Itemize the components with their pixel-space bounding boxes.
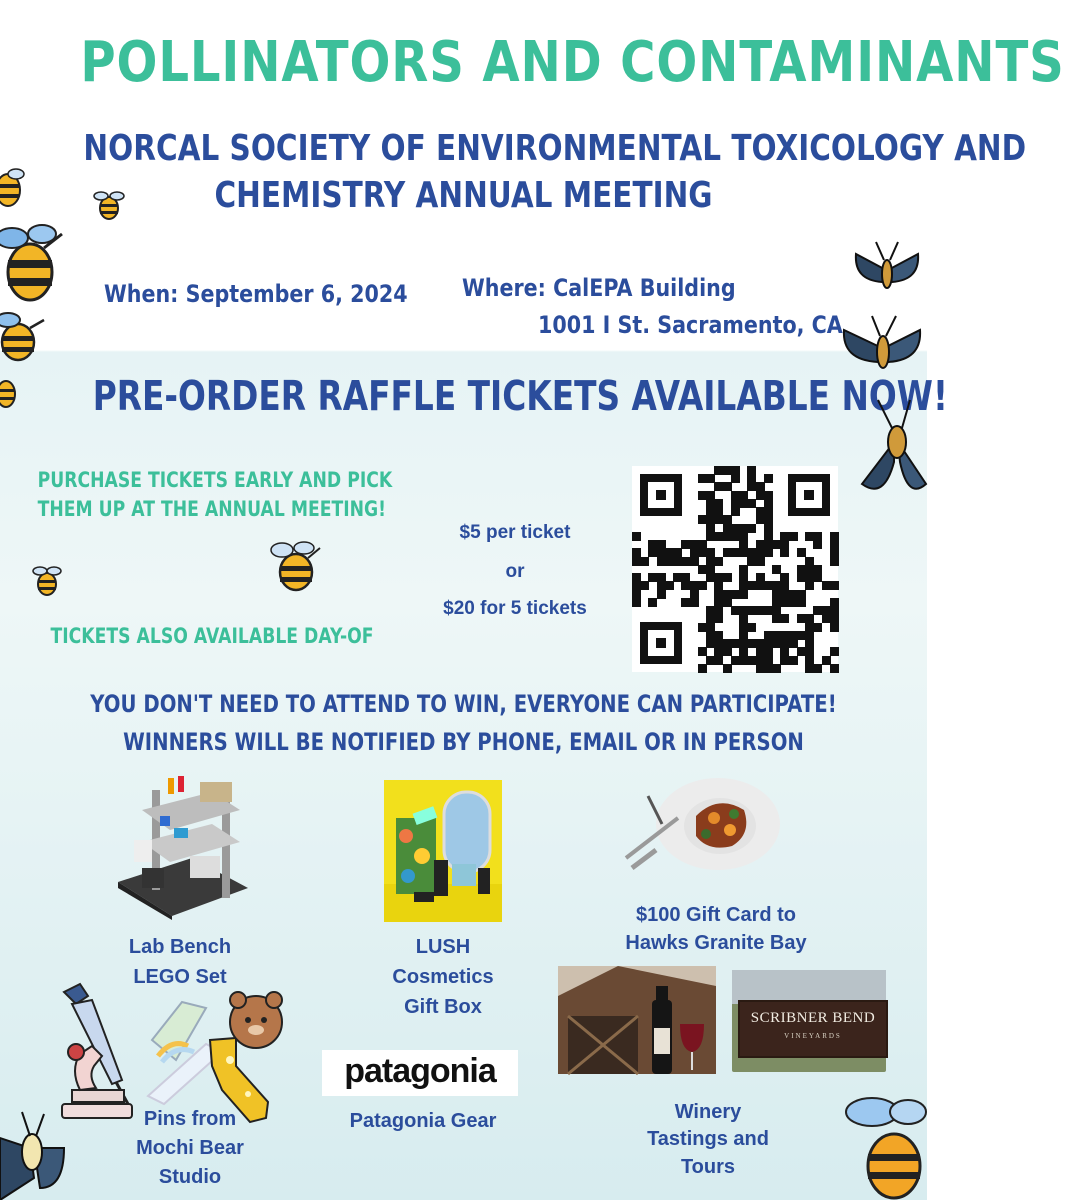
qr-module	[830, 581, 839, 590]
lego-label-line-1: Lab Bench	[128, 936, 232, 958]
pins-label-line-3: Studio	[158, 1166, 222, 1188]
bee-icon	[32, 564, 62, 598]
patagonia-logo	[322, 1050, 518, 1096]
hawks-label-line-2: Hawks Granite Bay	[625, 932, 807, 954]
bee-icon	[842, 1090, 927, 1200]
qr-module	[657, 590, 666, 599]
moth-icon	[858, 396, 927, 502]
bee-icon	[0, 168, 26, 208]
scribner-sign-text: SCRIBNER BEND	[750, 1010, 876, 1026]
event-when: When: September 6, 2024	[104, 280, 408, 308]
winery-label-line-1: Winery	[674, 1101, 742, 1123]
qr-module	[747, 524, 756, 533]
page-title: POLLINATORS AND CONTAMINANTS	[80, 30, 1065, 95]
qr-module	[698, 581, 707, 590]
qr-module	[805, 581, 814, 590]
notice-line-2: WINNERS WILL BE NOTIFIED BY PHONE, EMAIL OR IN PERSON	[123, 728, 804, 756]
winery-label-line-3: Tours	[680, 1156, 736, 1178]
qr-module	[813, 623, 822, 632]
qr-module	[780, 548, 789, 557]
subtitle-line-1: NORCAL SOCIETY OF ENVIRONMENTAL TOXICOLOGY AND	[83, 128, 1027, 169]
qr-module	[780, 614, 789, 623]
event-where-line-2: 1001 I St. Sacramento, CA	[538, 311, 843, 339]
qr-module	[789, 656, 798, 665]
subtitle-line-2: CHEMISTRY ANNUAL MEETING	[214, 175, 713, 216]
bee-icon	[92, 188, 126, 222]
patagonia-label: Patagonia Gear	[349, 1110, 497, 1132]
lush-gift-box-image	[384, 780, 502, 922]
moth-icon	[852, 240, 922, 302]
scribner-bend-sign-image	[732, 970, 886, 1072]
qr-module	[665, 581, 674, 590]
lush-label-line-1: LUSH	[415, 936, 471, 958]
qr-finder-top-right	[788, 474, 830, 516]
day-of-note: TICKETS ALSO AVAILABLE DAY-OF	[50, 624, 374, 648]
purchase-line-2: THEM UP AT THE ANNUAL MEETING!	[37, 497, 387, 521]
qr-module	[747, 623, 756, 632]
raffle-headline: PRE-ORDER RAFFLE TICKETS AVAILABLE NOW!	[92, 372, 948, 420]
qr-module	[731, 507, 740, 516]
notice-line-1: YOU DON'T NEED TO ATTEND TO WIN, EVERYONE CAN PARTICIPATE!	[90, 690, 837, 718]
price-or: or	[505, 561, 525, 582]
qr-module	[632, 532, 641, 541]
qr-module	[714, 557, 723, 566]
patagonia-logo-text: patagonia	[344, 1052, 496, 1090]
qr-finder-top-left	[640, 474, 682, 516]
moth-icon	[0, 1108, 64, 1200]
qr-module	[830, 623, 839, 632]
winery-barn-image	[558, 966, 716, 1074]
qr-module	[830, 647, 839, 656]
qr-module	[764, 474, 773, 483]
scribner-sign-sub: VINEYARDS	[784, 1032, 842, 1040]
qr-code[interactable]	[632, 466, 838, 672]
bee-icon	[0, 308, 48, 364]
winery-label-line-2: Tastings and	[647, 1128, 769, 1150]
qr-module	[648, 598, 657, 607]
qr-module	[731, 474, 740, 483]
moth-icon	[842, 314, 922, 384]
qr-module	[797, 598, 806, 607]
lego-lab-bench-image	[112, 770, 250, 920]
qr-module	[690, 598, 699, 607]
qr-module	[640, 581, 649, 590]
hawks-dish-image	[622, 776, 784, 876]
qr-module	[723, 664, 732, 673]
qr-module	[813, 540, 822, 549]
winery-sign-board	[738, 1000, 888, 1058]
lush-label-line-2: Cosmetics	[392, 966, 494, 988]
qr-module	[830, 664, 839, 673]
event-where-line-1: Where: CalEPA Building	[462, 274, 736, 302]
price-single: $5 per ticket	[459, 522, 571, 543]
qr-module	[698, 664, 707, 673]
qr-module	[830, 557, 839, 566]
bee-icon	[0, 218, 68, 304]
lush-label-line-3: Gift Box	[404, 996, 482, 1018]
qr-module	[739, 590, 748, 599]
pins-label-line-2: Mochi Bear	[136, 1137, 244, 1159]
qr-module	[813, 664, 822, 673]
bee-icon	[270, 540, 324, 594]
qr-module	[632, 598, 641, 607]
qr-finder-bottom-left	[640, 622, 682, 664]
qr-module	[714, 614, 723, 623]
pins-label-line-1: Pins from	[143, 1108, 237, 1130]
lego-label-line-2: LEGO Set	[133, 966, 227, 988]
qr-module	[640, 557, 649, 566]
qr-module	[772, 664, 781, 673]
qr-module	[756, 557, 765, 566]
purchase-line-1: PURCHASE TICKETS EARLY AND PICK	[37, 468, 393, 492]
price-bundle: $20 for 5 tickets	[443, 598, 587, 619]
bear-pin-icon	[230, 992, 282, 1048]
qr-module	[723, 573, 732, 582]
qr-module	[789, 532, 798, 541]
qr-module	[764, 548, 773, 557]
hawks-label-line-1: $100 Gift Card to	[635, 904, 797, 926]
bee-icon	[0, 374, 20, 410]
sky	[732, 970, 886, 1004]
